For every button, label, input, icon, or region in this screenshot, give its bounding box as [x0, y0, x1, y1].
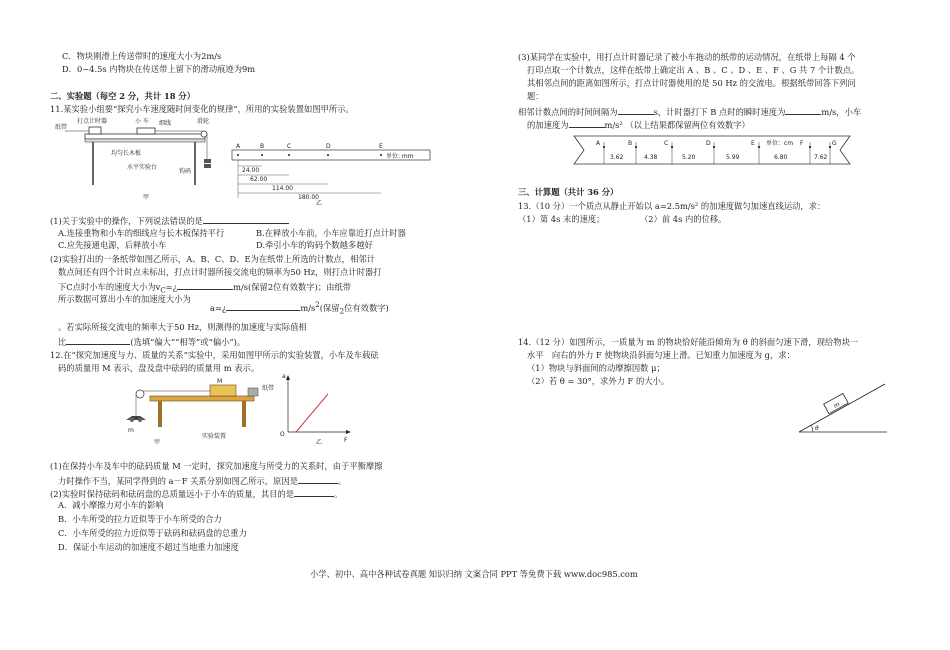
- tape-point-E: E: [379, 143, 383, 150]
- tape-point-A: A: [236, 143, 241, 150]
- q11-part3-line5: 相邻计数点间的时间间隔为 s，计时器打下 B 点时的瞬时速度为 m/s，小车: [518, 107, 862, 117]
- label-pulley: 滑轮: [197, 118, 210, 125]
- section-2-heading: 二、实验题（每空 2 分，共计 18 分）: [50, 91, 196, 101]
- q11-option-a: A.连接重物和小车的细线应与长木板保持平行: [58, 228, 225, 238]
- label-M: M: [217, 378, 223, 385]
- q11-option-c: C.应先接通电源，后释放小车: [58, 240, 167, 250]
- tape2-point-F: F: [800, 140, 804, 147]
- q11-part3-line4: 题：: [527, 91, 544, 101]
- tape-d3: 114.00: [272, 185, 293, 192]
- q13-part1: （1）第 4s 末的速度；: [518, 214, 605, 224]
- q12-stem-line2: 码的质量用 M 表示，盘及盘中砝码的质量用 m 表示。: [58, 363, 260, 373]
- tape2-dist-DE: 5.99: [726, 154, 740, 161]
- q12-option-c: C．小车所受的拉力近似等于砝码和砝码盘的总重力: [58, 528, 247, 538]
- incline-label-m: m: [832, 400, 842, 410]
- q12-option-a: A．减小摩擦力对小车的影响: [58, 500, 164, 510]
- q12-option-d: D．保证小车运动的加速度不超过当地重力加速度: [58, 542, 239, 552]
- tape2-dist-FG: 7.62: [814, 154, 828, 161]
- label-m-q12: m: [128, 427, 134, 434]
- tape-d2: 62.00: [250, 176, 268, 183]
- q12-part1-line1: (1)在保持小车及车中的砝码质量 M 一定时，探究加速度与所受力的关系时，由于平衡摩擦: [50, 461, 383, 471]
- q14-incline-figure: [797, 378, 889, 434]
- q11-part3-line2: 打印点取一个计数点，这样在纸带上确定出 A 、B 、C 、D 、E 、F 、G 共 7 个计数点。: [527, 65, 860, 75]
- q11-part1: (1)关于实验中的操作，下列说法错误的是: [50, 214, 289, 227]
- q11-part3-tape: [574, 130, 858, 170]
- q14-stem-line2: 水平 向右的外力 F 使物块沿斜面匀速上滑。已知重力加速度为 g，求：: [527, 350, 795, 360]
- q11-part3-line3: 其相邻点间的距离如图所示，打点计时器使用的是 50 Hz 的交流电。根据纸带回答下列问: [527, 78, 856, 88]
- q12-figure: [120, 372, 370, 450]
- axis-a: a: [282, 373, 286, 380]
- caption-jia: 甲: [143, 194, 150, 201]
- q14-part2: （2）若 θ = 30°，求外力 F 的大小。: [527, 376, 670, 386]
- label-tape: 纸带: [55, 124, 68, 131]
- tape-d1: 24.00: [242, 167, 260, 174]
- label-hook: 钩码: [179, 168, 192, 175]
- q11-part3-line6: 的加速度为 m/s² （以上结果都保留两位有效数字）: [527, 120, 750, 130]
- tape2-point-B: B: [628, 140, 633, 147]
- q11-part2-line4: 所示数据可算出小车的加速度大小为: [58, 294, 191, 304]
- tape-unit: 单位: mm: [386, 153, 414, 160]
- q11-part2-line5: a=¿ $m/s^2$(保留$_2$位有效数字): [210, 301, 389, 316]
- axis-origin: O: [280, 431, 285, 438]
- q12-stem-line1: 12.在“探究加速度与力、质量的关系”实验中，采用如图甲所示的实验装置，小车及车载砝: [50, 350, 379, 360]
- label-timer: 打点计时器: [77, 118, 108, 125]
- tape-point-D: D: [326, 143, 331, 150]
- q13-stem: 13.（10 分）一个质点从静止开始以 a=2.5m/s² 的加速度做匀加速直线运动，求：: [518, 201, 826, 211]
- tape2-dist-CD: 5.20: [682, 154, 696, 161]
- q11-option-d: D.牵引小车的钩码个数越多越好: [256, 240, 373, 250]
- tape2-point-E: E: [751, 140, 755, 147]
- tape2-dist-EF: 6.80: [774, 154, 788, 161]
- tape2-dist-BC: 4.38: [644, 154, 658, 161]
- caption-device: 实验装置: [202, 433, 227, 440]
- q11-part2-line3: 下C点时小车的速度大小为$v_C=¿$ m/s(保留2位有效数字)；由纸带: [58, 282, 352, 295]
- q11-part2-line7: 比 (选填“偏大”“相等”或“偏小”)。: [58, 337, 246, 347]
- q11-setup-figure: [55, 117, 220, 202]
- axis-F: F: [344, 437, 348, 444]
- q11-stem: 11.某实验小组要“探究小车速度随时间变化的规律”，所用的实验装置如图甲所示。: [50, 104, 354, 114]
- tape2-point-C: C: [664, 140, 669, 147]
- option-d: D．0~4.5s 内物块在传送带上留下的滑动痕迹为9m: [62, 64, 256, 74]
- q11-part2-line1: (2)实验打出的一条纸带如图乙所示，A、B、C、D、E为在纸带上所选的计数点，相邻计: [50, 254, 375, 264]
- q11-part2-line2: 数点间还有四个计时点未标出，打点计时器所接交流电的频率为50 Hz，则打点计时器打: [58, 267, 382, 277]
- label-board: 均匀长木板: [111, 150, 142, 157]
- label-car: 小 车: [135, 118, 149, 125]
- tape2-unit: 单位：cm: [766, 140, 794, 147]
- caption-yi-q12: 乙: [316, 439, 323, 446]
- q13-part2: （2）前 4s 内的位移。: [640, 214, 727, 224]
- q11-part3-line1: (3)某同学在实验中，用打点计时器记录了被小车拖动的纸带的运动情况，在纸带上每隔 4 个: [518, 52, 856, 62]
- tape2-point-D: D: [706, 140, 711, 147]
- q12-part2: (2)实验时保持砝码和砝码盘的总质量远小于小车的质量，其目的是 。: [50, 489, 343, 499]
- q11-option-b: B.在释放小车前，小车应靠近打点计时器: [256, 228, 406, 238]
- footer-text: 小学、初中、高中各种试卷真题 知识归纳 文案合同 PPT 等免费下载 www.doc985.com: [310, 569, 638, 579]
- q12-part1-line2: 力时操作不当，某同学得到的 a－F 关系分别如图乙所示，原因是 。: [58, 476, 347, 486]
- tape-point-C: C: [287, 143, 292, 150]
- label-tape-q12: 纸带: [262, 385, 275, 392]
- section-3-heading: 三、计算题（共计 36 分）: [518, 187, 619, 197]
- tape2-point-A: A: [596, 140, 601, 147]
- label-rope: 细线: [159, 120, 172, 127]
- caption-yi: 乙: [316, 200, 323, 207]
- tape-d4: 180.00: [298, 194, 319, 201]
- incline-label-theta: θ: [815, 425, 819, 432]
- tape-point-B: B: [260, 143, 265, 150]
- option-c: C．物块刚滑上传送带时的速度大小为2m/s: [62, 51, 222, 61]
- label-table: 水平实验台: [127, 164, 158, 171]
- q11-tape-figure: [228, 142, 433, 207]
- q12-option-b: B．小车所受的拉力近似等于小车所受的合力: [58, 514, 222, 524]
- tape2-dist-AB: 3.62: [610, 154, 624, 161]
- tape2-point-G: G: [832, 140, 837, 147]
- q14-part1: （1）物块与斜面间的动摩擦因数 μ；: [527, 363, 665, 373]
- q11-part2-line6: 。若实际所接交流电的频率大于50 Hz，则测得的加速度与实际值相: [58, 322, 307, 332]
- caption-jia-q12: 甲: [154, 439, 161, 446]
- q14-stem-line1: 14.（12 分）如图所示，一质量为 m 的物块恰好能沿倾角为 θ 的斜面匀速下滑，现给物块一: [518, 337, 859, 347]
